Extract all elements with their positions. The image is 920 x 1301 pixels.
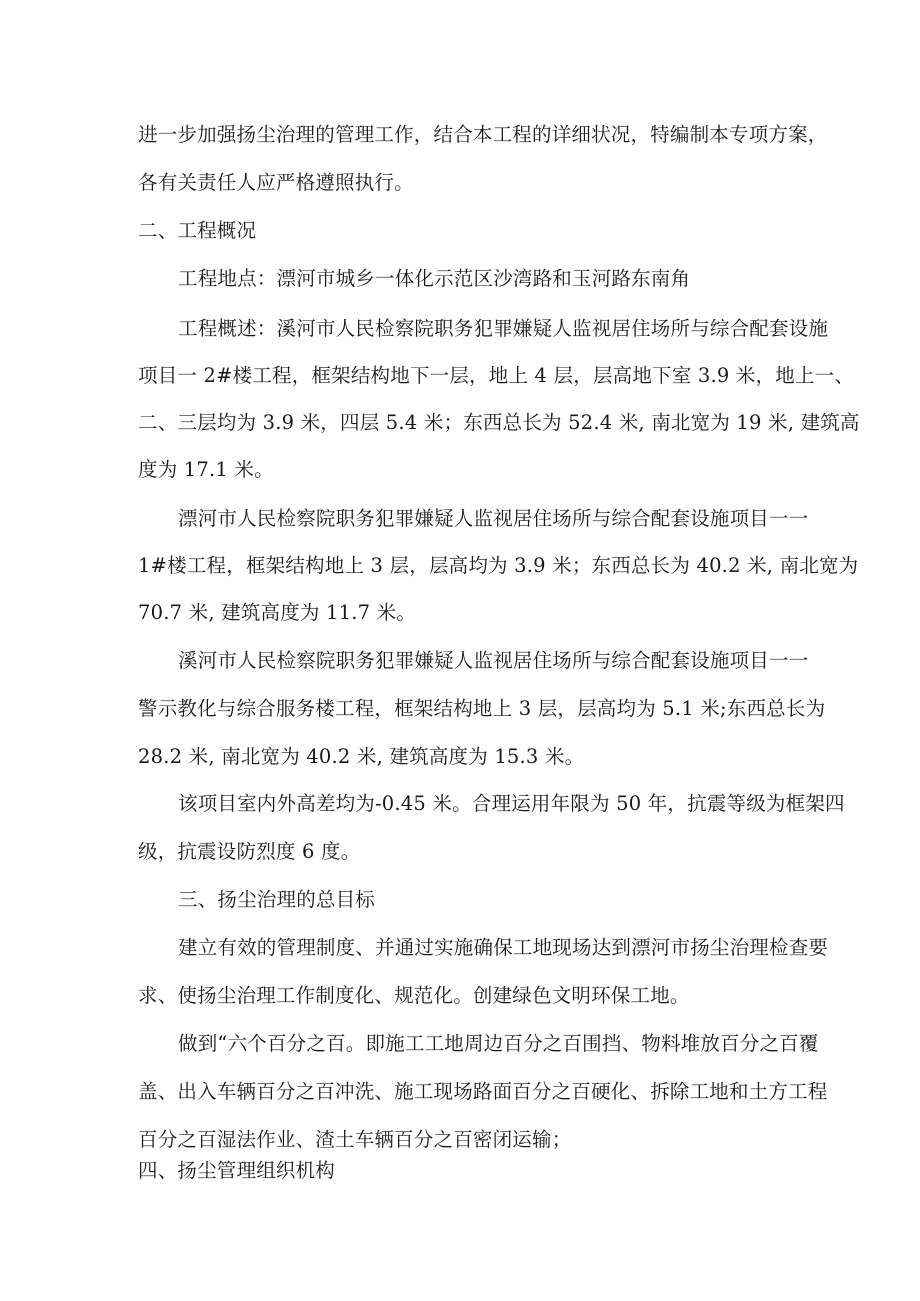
paragraph-line: 百分之百湿法作业、渣土车辆百分之百密闭运输；: [138, 1128, 572, 1151]
paragraph-line: 求、使扬尘治理工作制度化、规范化。创建绿色文明环保工地。: [138, 984, 690, 1007]
paragraph-line: 进一步加强扬尘治理的管理工作，结合本工程的详细状况，特编制本专项方案，: [138, 123, 828, 146]
paragraph-line: 建立有效的管理制度、并通过实施确保工地现场达到漂河市扬尘治理检查要: [178, 936, 829, 959]
section-heading: 四、扬尘管理组织机构: [138, 1159, 336, 1182]
paragraph-line: 做到“六个百分之百。即施工工地周边百分之百围挡、物料堆放百分之百覆: [178, 1032, 819, 1055]
paragraph-line: 各有关责任人应严格遵照执行。: [138, 171, 414, 194]
paragraph-line: 项目一 2#楼工程，框架结构地下一层，地上 4 层，层高地下室 3.9 米，地上一、: [138, 364, 855, 387]
paragraph-line: 警示教化与综合服务楼工程，框架结构地上 3 层，层高均为 5.1 米;东西总长为: [138, 697, 826, 720]
paragraph-line: 溪河市人民检察院职务犯罪嫌疑人监视居住场所与综合配套设施项目一一: [178, 649, 809, 672]
paragraph-line: 该项目室内外高差均为-0.45 米。合理运用年限为 50 年，抗震等级为框架四: [178, 792, 845, 815]
paragraph-line: 级，抗震设防烈度 6 度。: [138, 840, 361, 863]
section-heading: 二、工程概况: [138, 219, 257, 242]
section-heading: 三、扬尘治理的总目标: [178, 888, 376, 911]
paragraph-line: 盖、出入车辆百分之百冲洗、施工现场路面百分之百硬化、拆除工地和土方工程: [138, 1080, 828, 1103]
paragraph-line: 度为 17.1 米。: [138, 458, 274, 481]
paragraph-line: 二、三层均为 3.9 米，四层 5.4 米；东西总长为 52.4 米, 南北宽为 19 米, 建筑高: [138, 411, 860, 434]
paragraph-line: 1#楼工程，框架结构地上 3 层，层高均为 3.9 米；东西总长为 40.2 米, 南北宽为: [138, 554, 859, 577]
paragraph-line: 70.7 米, 建筑高度为 11.7 米。: [138, 601, 417, 624]
paragraph-line: 漂河市人民检察院职务犯罪嫌疑人监视居住场所与综合配套设施项目一一: [178, 507, 809, 530]
paragraph-line: 工程地点：漂河市城乡一体化示范区沙湾路和玉河路东南角: [178, 267, 691, 290]
paragraph-line: 28.2 米, 南北宽为 40.2 米, 建筑高度为 15.3 米。: [138, 745, 585, 768]
paragraph-line: 工程概述：溪河市人民检察院职务犯罪嫌疑人监视居住场所与综合配套设施: [178, 317, 829, 340]
